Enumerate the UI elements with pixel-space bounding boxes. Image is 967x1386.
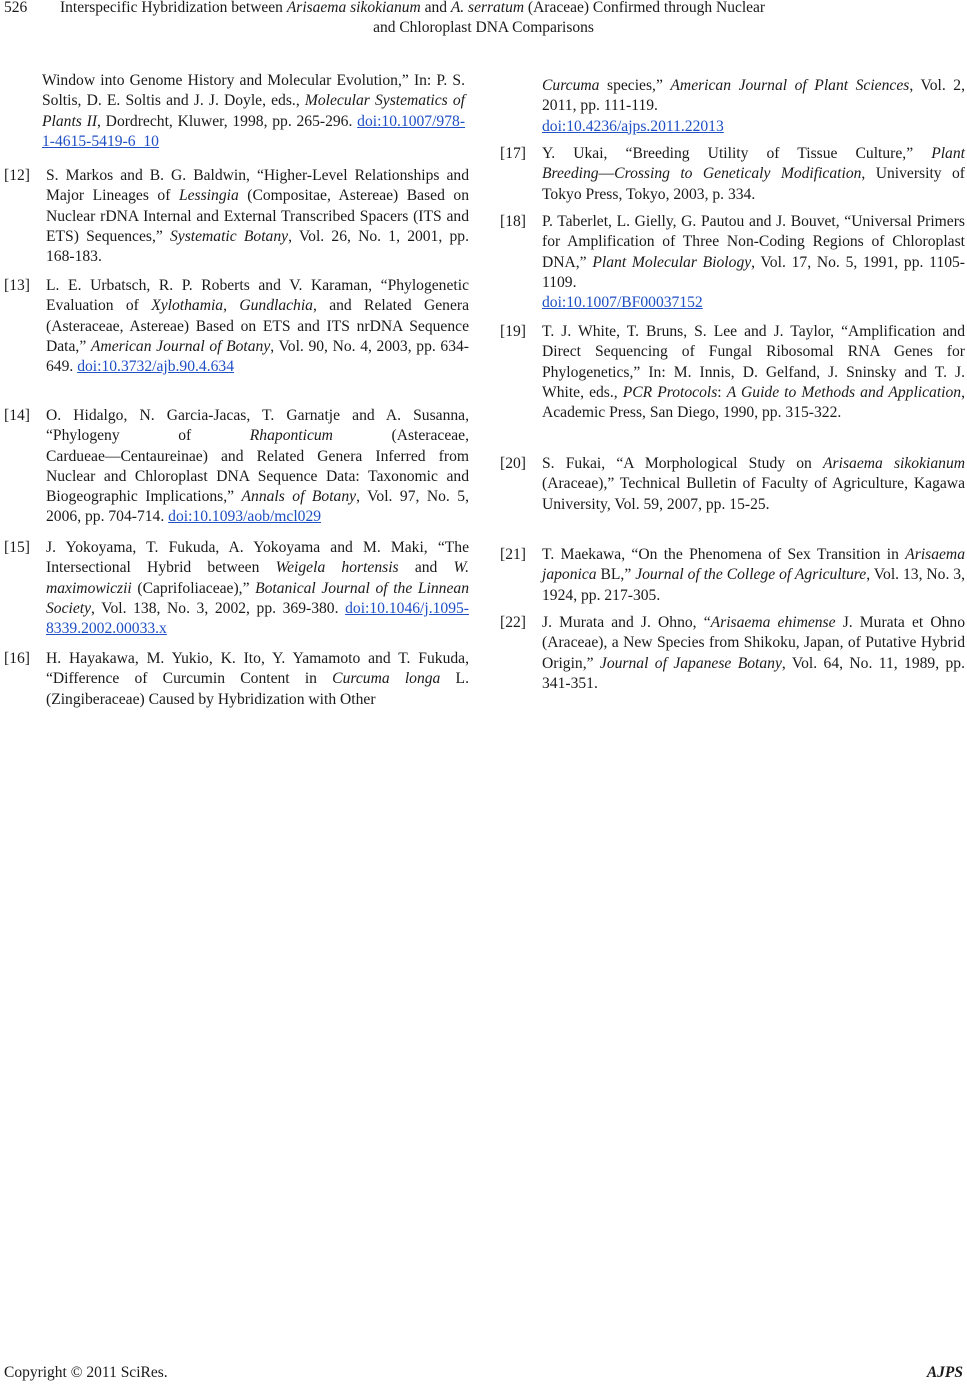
doi-link[interactable]: doi:10.1007/978-1-4615-5419-6_10 <box>42 112 466 150</box>
reference-number: [19] <box>500 323 526 340</box>
reference-number: [14] <box>4 407 30 424</box>
doi-link[interactable]: doi:10.1007/BF00037152 <box>542 294 703 312</box>
doi-link[interactable]: doi:10.1093/aob/mcl029 <box>168 508 322 526</box>
reference-number: [18] <box>500 213 526 230</box>
copyright-notice: Copyright © 2011 SciRes. <box>4 1364 168 1381</box>
journal-abbreviation: AJPS <box>926 1364 963 1381</box>
reference-number: [22] <box>500 614 526 631</box>
doi-link[interactable]: doi:10.3732/ajb.90.4.634 <box>77 358 234 376</box>
reference-number: [21] <box>500 546 526 563</box>
doi-link[interactable]: doi:10.1046/j.1095-8339.2002.00033.x <box>46 599 469 638</box>
reference-number: [20] <box>500 455 526 472</box>
reference-number: [12] <box>4 167 30 184</box>
page-number: 526 <box>4 0 28 16</box>
reference-number: [17] <box>500 145 526 162</box>
doi-link[interactable]: doi:10.4236/ajps.2011.22013 <box>542 117 724 135</box>
reference-number: [16] <box>4 650 30 667</box>
reference-number: [13] <box>4 277 30 294</box>
running-title-line2: and Chloroplast DNA Comparisons <box>373 19 594 36</box>
reference-number: [15] <box>4 539 30 556</box>
running-title-line1: Interspecific Hybridization between Arisaema sikokianum and A. serratum (Araceae) Confirmed through Nuclear <box>60 0 766 16</box>
